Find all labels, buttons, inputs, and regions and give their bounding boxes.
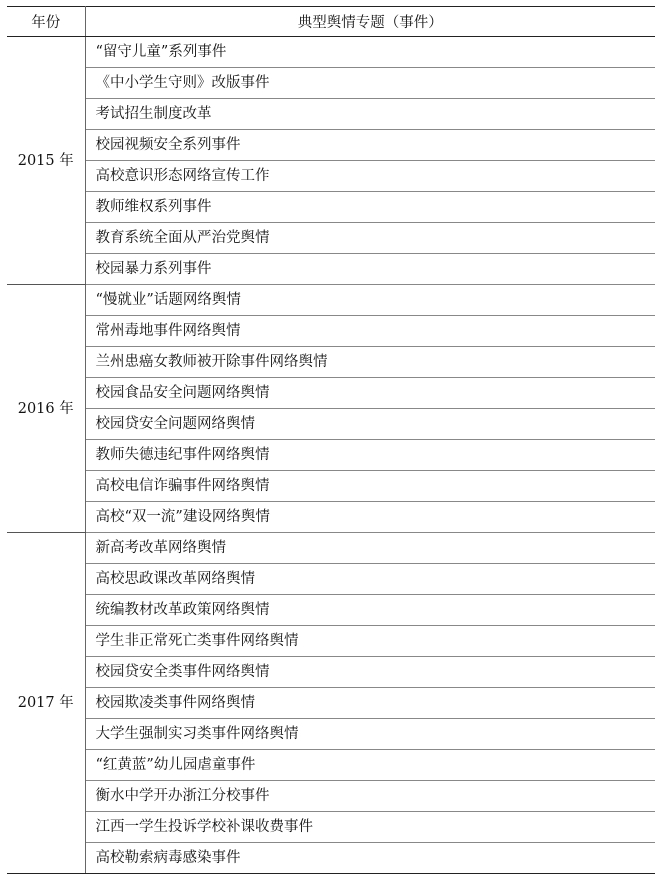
event-cell: 校园暴力系列事件 <box>85 254 655 285</box>
event-cell: 校园食品安全问题网络舆情 <box>85 378 655 409</box>
table-row <box>7 130 655 161</box>
event-cell: 兰州患癌女教师被开除事件网络舆情 <box>85 347 655 378</box>
table-row <box>7 719 655 750</box>
event-cell: 学生非正常死亡类事件网络舆情 <box>85 626 655 657</box>
event-cell: 考试招生制度改革 <box>85 99 655 130</box>
table-row <box>7 68 655 99</box>
event-cell: 《中小学生守则》改版事件 <box>85 68 655 99</box>
table-row <box>7 595 655 626</box>
table-row <box>7 254 655 285</box>
year-cell: 2015 年 <box>7 37 85 285</box>
event-cell: “红黄蓝”幼儿园虐童事件 <box>85 750 655 781</box>
table-row <box>7 347 655 378</box>
table-header <box>7 7 655 37</box>
table-row <box>7 316 655 347</box>
event-cell: 教育系统全面从严治党舆情 <box>85 223 655 254</box>
event-cell: 衡水中学开办浙江分校事件 <box>85 781 655 812</box>
table-row <box>7 223 655 254</box>
event-cell: “慢就业”话题网络舆情 <box>85 285 655 316</box>
event-cell: 统编教材改革政策网络舆情 <box>85 595 655 626</box>
event-cell: 高校勒索病毒感染事件 <box>85 843 655 874</box>
table-row <box>7 781 655 812</box>
event-cell: 校园欺凌类事件网络舆情 <box>85 688 655 719</box>
table-row <box>7 626 655 657</box>
table-row <box>7 161 655 192</box>
table-row <box>7 285 655 316</box>
table-row <box>7 502 655 533</box>
table-row <box>7 688 655 719</box>
event-cell: 江西一学生投诉学校补课收费事件 <box>85 812 655 843</box>
year-cell: 2017 年 <box>7 533 85 874</box>
table-row <box>7 192 655 223</box>
event-cell: 校园贷安全问题网络舆情 <box>85 409 655 440</box>
table-row <box>7 440 655 471</box>
table-row <box>7 409 655 440</box>
event-cell: 高校“双一流”建设网络舆情 <box>85 502 655 533</box>
year-cell: 2016 年 <box>7 285 85 533</box>
table-row <box>7 99 655 130</box>
table-row <box>7 533 655 564</box>
event-cell: 高校电信诈骗事件网络舆情 <box>85 471 655 502</box>
table-row <box>7 37 655 68</box>
table-body <box>7 37 655 874</box>
event-cell: 大学生强制实习类事件网络舆情 <box>85 719 655 750</box>
table-row <box>7 378 655 409</box>
event-cell: “留守儿童”系列事件 <box>85 37 655 68</box>
header-year: 年份 <box>7 7 85 37</box>
header-topic: 典型舆情专题（事件） <box>85 7 655 37</box>
event-cell: 新高考改革网络舆情 <box>85 533 655 564</box>
event-cell: 教师维权系列事件 <box>85 192 655 223</box>
event-cell: 教师失德违纪事件网络舆情 <box>85 440 655 471</box>
table-row <box>7 750 655 781</box>
events-table <box>7 6 655 874</box>
event-cell: 高校意识形态网络宣传工作 <box>85 161 655 192</box>
event-cell: 校园视频安全系列事件 <box>85 130 655 161</box>
table-row <box>7 812 655 843</box>
table-row <box>7 564 655 595</box>
table-row <box>7 843 655 874</box>
event-cell: 常州毒地事件网络舆情 <box>85 316 655 347</box>
table-row <box>7 657 655 688</box>
event-cell: 高校思政课改革网络舆情 <box>85 564 655 595</box>
header-row <box>7 7 655 37</box>
event-cell: 校园贷安全类事件网络舆情 <box>85 657 655 688</box>
table-row <box>7 471 655 502</box>
